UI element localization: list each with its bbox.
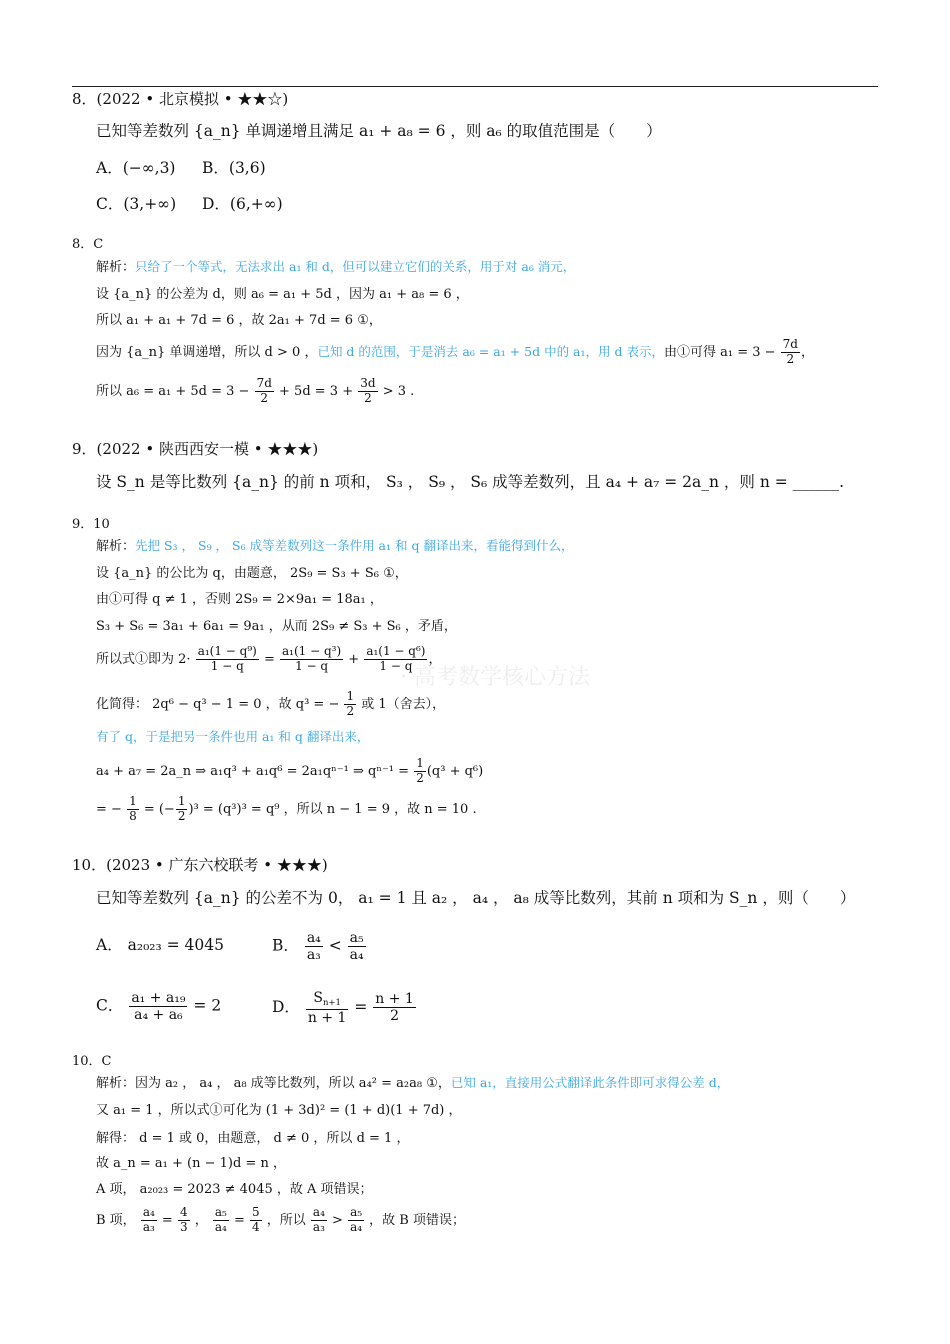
q10-analysis-6: B 项， $\frac{\text{a₄}}{\text{a₃}}$ = $\frac{4}{3}$ ， $\frac{\text{a₅}}{\text{a₄}}$ = $\frac{5}{4}$ ，所以 $\frac{\text{a₄}}{\text{a₃}}$ > $\frac{\text{a₅}}{\text{a₄}}$ ，故 B 项错误；: [96, 1205, 465, 1234]
q8-note-2: 已知 d 的范围，于是消去 a₆ = a₁ + 5d 中的 a₁，用 d 表示，: [317, 343, 664, 359]
q10-analysis-5: A 项， a₂₀₂₃ = 2023 ≠ 4045 ，故 A 项错误；: [96, 1182, 373, 1197]
q9-header: 9．(2022 • 陕西西安一模 • ★★★): [72, 440, 319, 458]
q10-option-c: C． $\frac{\text{a₁ + a₁₉}}{\text{a₄ + a₆}}$ = 2: [96, 990, 222, 1024]
q10-b-frac-2: $\frac{\text{a₅}}{\text{a₄}}$: [349, 930, 364, 964]
q10-option-a: A． a₂₀₂₃ = 4045: [96, 936, 225, 954]
q9-analysis-1: [96, 540, 573, 553]
q10-option-b: B． $\frac{\text{a₄}}{\text{a₃}}$ < $\frac{\text{a₅}}{\text{a₄}}$: [272, 930, 364, 964]
q8-a4-pre: 因为 {a_n} 单调递增，所以 d > 0 ，: [96, 344, 318, 360]
q8-analysis-1: [96, 261, 575, 274]
q9-frac-half-2: $\frac{1}{2}$: [416, 756, 424, 785]
q10-c-frac: $\frac{\text{a₁ + a₁₉}}{\text{a₄ + a₆}}$: [131, 990, 186, 1024]
q8-option-c: C．(3,+∞): [96, 195, 177, 213]
q9-frac-3: $\frac{\text{a₁(1 − q⁶)}}{1 - q}$: [366, 644, 426, 673]
q8-analysis-5: 所以 a₆ = a₁ + 5d = 3 − $\frac{7d}{2}$ + 5d = 3 + $\frac{3d}{2}$ > 3 .: [96, 376, 415, 405]
q8-frac-3d: [358, 377, 377, 406]
q9-stem: 设 S_n 是等比数列 {a_n} 的前 n 项和， S₃ ， S₉ ， S₆ 成等差数列，且 a₄ + a₇ = 2a_n ，则 n = ______.: [96, 473, 845, 491]
q10-option-d-label: D．: [272, 997, 300, 1016]
q10-stem: 已知等差数列 {a_n} 的公差不为 0， a₁ = 1 且 a₂ ， a₄ ， a₈ 成等比数列，其前 n 项和为 S_n ，则（ ）: [96, 889, 856, 907]
q10-a6-frac-6: $\frac{\text{a₅}}{\text{a₄}}$: [350, 1205, 363, 1234]
q8-a4-post: 由①可得 a₁ = 3 −: [663, 344, 776, 360]
header-rule: [72, 86, 878, 87]
q10-b-frac-1: $\frac{\text{a₄}}{\text{a₃}}$: [306, 930, 321, 964]
q8-a5-text: 所以 a₆ = a₁ + 5d = 3 −: [96, 383, 250, 399]
q9-analysis-2: 设 {a_n} 的公比为 q，由题意， 2S₉ = S₃ + S₆ ①，: [96, 566, 408, 581]
q9-analysis-label: 解析：: [96, 539, 136, 554]
q8-frac-den-2: 2: [260, 390, 269, 405]
q9-a5-text: 所以式①即为 2·: [96, 651, 191, 667]
q8-frac-num: 7d: [782, 337, 798, 351]
q10-analysis-1: [96, 1077, 729, 1090]
q8-frac-num-3: 3d: [360, 376, 376, 390]
q8-answer: 8．C: [72, 237, 104, 252]
q9-a9-text: = −: [96, 801, 122, 817]
q10-option-d: D． $\frac{S_{n+1}}{n + 1}$ = $\frac{n + 1}{2}$: [272, 990, 414, 1026]
q9-frac-eighth: $\frac{1}{8}$: [129, 794, 137, 823]
q10-a6-frac-5: $\frac{\text{a₄}}{\text{a₃}}$: [312, 1205, 325, 1234]
q9-analysis-5: 所以式①即为 2· $\frac{\text{a₁(1 − q⁹)}}{1 - q}$ = $\frac{\text{a₁(1 − q³)}}{1 - q}$ + $\frac{\text{a₁(1 − q⁶)}}{1 - q}$ ，: [96, 644, 442, 673]
q10-analysis-4: 故 a_n = a₁ + (n − 1)d = n ，: [96, 1156, 286, 1171]
q9-analysis-9: = − $\frac{1}{8}$ = (− $\frac{1}{2}$ )³ = (q³)³ = q⁹ ，所以 n − 1 = 9 ，故 n = 10 .: [96, 794, 477, 823]
q8-analysis-2: 设 {a_n} 的公差为 d，则 a₆ = a₁ + 5d ，因为 a₁ + a₈ = 6 ，: [96, 287, 469, 302]
q10-a6-frac-4: $\frac{5}{4}$: [252, 1205, 260, 1234]
q8-option-d: D．(6,+∞): [202, 195, 283, 213]
q8-frac-den: 2: [786, 351, 795, 366]
q9-analysis-8: a₄ + a₇ = 2a_n ⇒ a₁q³ + a₁q⁶ = 2a₁qⁿ⁻¹ ⇒ qⁿ⁻¹ = $\frac{1}{2}$ (q³ + q⁶): [96, 756, 484, 785]
q9-analysis-4: S₃ + S₆ = 3a₁ + 6a₁ = 9a₁ ，从而 2S₉ ≠ S₃ + S₆ ，矛盾，: [96, 619, 457, 634]
q8-analysis-label: 解析：: [96, 260, 136, 275]
q8-option-b: B．(3,6): [202, 159, 266, 177]
q9-a6-text: 化简得： 2q⁶ − q³ − 1 = 0 ，故 q³ = −: [96, 696, 340, 712]
q10-a6-pre: B 项，: [96, 1212, 136, 1228]
q10-a6-frac-1: $\frac{\text{a₄}}{\text{a₃}}$: [142, 1205, 155, 1234]
q9-analysis-6: [96, 690, 445, 719]
q8-option-a: A．(−∞,3): [96, 159, 176, 177]
q10-analysis-3: 解得： d = 1 或 0，由题意， d ≠ 0 ，所以 d = 1 ，: [96, 1131, 410, 1146]
q10-a6-post: ，故 B 项错误；: [369, 1212, 465, 1228]
q10-analysis-2: 又 a₁ = 1 ，所以式①可化为 (1 + 3d)² = (1 + d)(1 + 7d) ，: [96, 1103, 462, 1118]
q9-note-2: 有了 q，于是把另一条件也用 a₁ 和 q 翻译出来，: [96, 729, 370, 744]
q10-option-b-label: B．: [272, 936, 299, 955]
q8-analysis-3: 所以 a₁ + a₁ + 7d = 6 ，故 2a₁ + 7d = 6 ①，: [96, 313, 382, 328]
q8-stem: 已知等差数列 {a_n} 单调递增且满足 a₁ + a₈ = 6 ，则 a₆ 的取值范围是（ ）: [96, 122, 662, 140]
q10-a6-frac-2: $\frac{4}{3}$: [179, 1205, 188, 1234]
q9-frac-half: $\frac{1}{2}$: [346, 689, 355, 718]
q8-frac-7d-2: [781, 338, 800, 367]
q10-a1-pre: 解析：因为 a₂ ， a₄ ， a₈ 成等比数列，所以 a₄² = a₂a₈ ①，: [96, 1076, 451, 1091]
q10-header: 10．(2023 • 广东六校联考 • ★★★): [72, 856, 328, 874]
q8-frac-den-3: 2: [364, 390, 372, 405]
q9-frac-1: $\frac{\text{a₁(1 − q⁹)}}{1 - q}$: [197, 644, 257, 673]
q10-a6-frac-3: $\frac{\text{a₅}}{\text{a₄}}$: [214, 1205, 227, 1234]
q9-answer: 9．10: [72, 517, 110, 532]
q9-a8-text: a₄ + a₇ = 2a_n ⇒ a₁q³ + a₁q⁶ = 2a₁qⁿ⁻¹ ⇒ qⁿ⁻¹ =: [96, 763, 410, 779]
q9-analysis-3: 由①可得 q ≠ 1 ，否则 2S₉ = 2×9a₁ = 18a₁ ，: [96, 592, 383, 607]
watermark: · 高考数学核心方法: [400, 665, 590, 690]
q9-note-1: 先把 S₃ ， S₉ ， S₆ 成等差数列这一条件用 a₁ 和 q 翻译出来，看能得到什么，: [135, 538, 574, 553]
q8-frac-num-2: 7d: [256, 376, 272, 390]
q9-a6-post: 或 1（舍去），: [361, 696, 446, 712]
q9-frac-half-3: $\frac{1}{2}$: [177, 794, 186, 823]
q10-d-frac-2: $\frac{n + 1}{2}$: [375, 991, 414, 1025]
q8-header: 8．(2022 • 北京模拟 • ★★☆): [72, 90, 289, 108]
q9-a9-post: ，所以 n − 1 = 9 ，故 n = 10 .: [283, 801, 477, 817]
q10-answer: 10．C: [72, 1054, 112, 1069]
q8-analysis-4: 因为 {a_n} 单调递增，所以 d > 0 ，已知 d 的范围，于是消去 a₆ = a₁ + 5d 中的 a₁，用 d 表示，由①可得 a₁ = 3 − $\frac{7d}{2}$ ，: [96, 337, 815, 366]
q10-note-1: 已知 a₁，直接用公式翻译此条件即可求得公差 d，: [450, 1075, 730, 1090]
q10-d-frac-1: $\frac{S_{n+1}}{n + 1}$: [307, 990, 347, 1026]
q8-frac-7d: [255, 377, 274, 406]
q10-option-c-label: C．: [96, 996, 124, 1015]
q9-frac-2: $\frac{\text{a₁(1 − q³)}}{1 - q}$: [282, 644, 342, 673]
q8-note-1: 只给了一个等式，无法求出 a₁ 和 d，但可以建立它们的关系，用于对 a₆ 消元，: [135, 259, 576, 274]
